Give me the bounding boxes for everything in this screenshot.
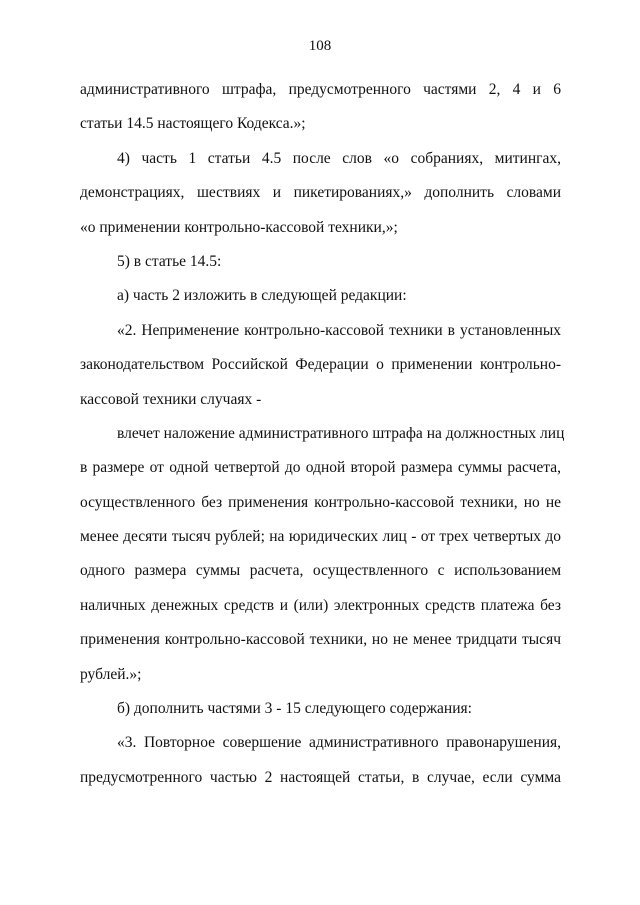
text-line: кассовой техники случаях - [80, 390, 262, 408]
text-line: «3. Повторное совершение административного правонарушения, [117, 734, 561, 752]
text-line: предусмотренного частью 2 настоящей статьи, в случае, если сумма [80, 768, 561, 786]
text-line: рублей.»; [80, 665, 142, 683]
text-line: «о применении контрольно-кассовой техники,»; [80, 218, 398, 236]
text-line: влечет наложение административного штрафа на должностных лиц [117, 424, 565, 442]
page-number: 108 [308, 38, 332, 54]
text-line: в размере от одной четвертой до одной второй размера суммы расчета, [80, 459, 561, 477]
text-line: демонстрациях, шествиях и пикетированиях,» дополнить словами [80, 184, 561, 202]
document-body [80, 77, 565, 799]
text-line: 5) в статье 14.5: [117, 252, 222, 270]
text-line: законодательством Российской Федерации о применении контрольно- [80, 356, 561, 374]
text-line: б) дополнить частями 3 - 15 следующего содержания: [117, 700, 472, 718]
text-line: а) часть 2 изложить в следующей редакции: [117, 287, 407, 305]
text-line: одного размера суммы расчета, осуществленного с использованием [80, 562, 561, 580]
text-line: менее десяти тысяч рублей; на юридических лиц - от трех четвертых до [80, 528, 561, 546]
text-line: статьи 14.5 настоящего Кодекса.»; [80, 115, 306, 133]
text-line: «2. Неприменение контрольно-кассовой техники в установленных [117, 321, 561, 339]
text-line: осуществленного без применения контрольно-кассовой техники, но не [80, 493, 561, 511]
text-line: административного штрафа, предусмотренного частями 2, 4 и 6 [80, 81, 561, 98]
text-line: применения контрольно-кассовой техники, но не менее тридцати тысяч [80, 631, 561, 649]
text-line: наличных денежных средств и (или) электронных средств платежа без [80, 596, 561, 614]
text-line: 4) часть 1 статьи 4.5 после слов «о собраниях, митингах, [117, 149, 561, 167]
